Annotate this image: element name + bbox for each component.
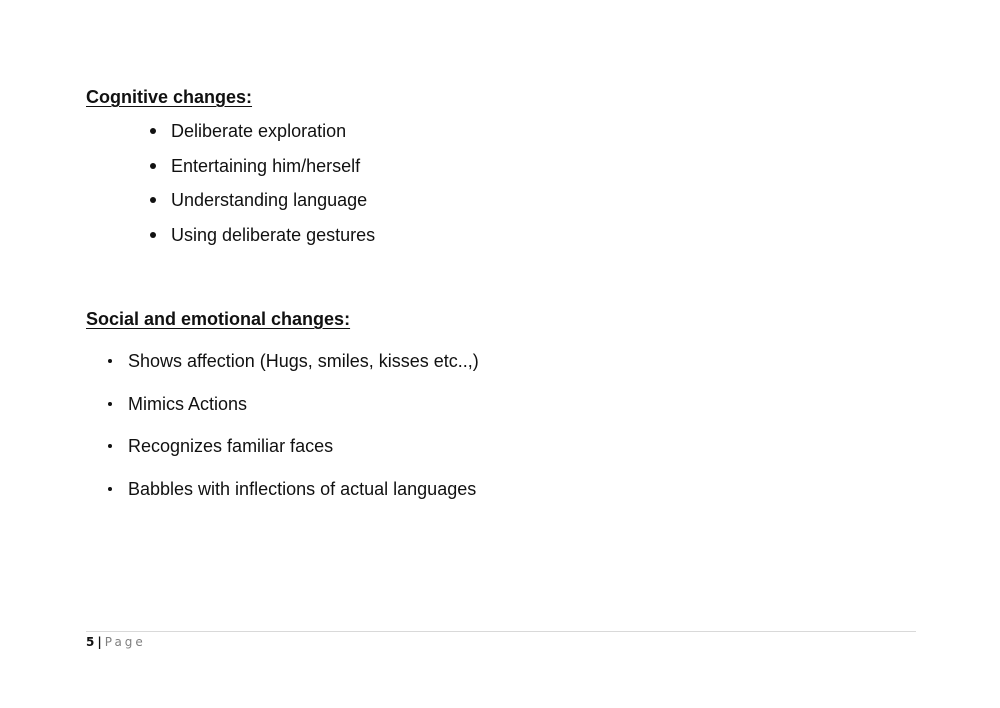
list-item-text: Deliberate exploration bbox=[171, 121, 347, 141]
list-item bbox=[171, 189, 375, 224]
bullet-icon bbox=[150, 197, 156, 203]
bullet-icon bbox=[108, 359, 112, 363]
bullet-icon bbox=[108, 402, 112, 406]
list-item bbox=[171, 224, 375, 259]
page-footer bbox=[86, 634, 146, 650]
list-item bbox=[171, 120, 375, 155]
list-item-text: Shows affection (Hugs, smiles, kisses etc..,) bbox=[128, 351, 479, 371]
bullet-icon bbox=[150, 128, 156, 134]
list-item-text: Mimics Actions bbox=[128, 393, 248, 414]
bullet-icon bbox=[108, 444, 112, 448]
bullet-icon bbox=[150, 163, 156, 169]
bullet-icon bbox=[150, 232, 156, 238]
cognitive-changes-heading: Cognitive changes: bbox=[86, 87, 253, 107]
list-item bbox=[128, 350, 479, 393]
list-item-text: Understanding language bbox=[171, 190, 368, 210]
list-item bbox=[171, 155, 375, 190]
list-item bbox=[128, 478, 479, 521]
footer-separator: | bbox=[97, 635, 102, 649]
list-item bbox=[128, 435, 479, 478]
list-item-text: Recognizes familiar faces bbox=[128, 436, 334, 457]
list-item-text: Using deliberate gestures bbox=[171, 224, 376, 245]
footer-divider bbox=[86, 631, 916, 632]
page-label: Page bbox=[104, 635, 146, 649]
social-emotional-changes-list bbox=[128, 350, 479, 521]
list-item-text: Entertaining him/herself bbox=[171, 155, 361, 176]
page-number: 5 bbox=[86, 635, 95, 649]
list-item bbox=[128, 393, 479, 436]
list-item-text: Babbles with inflections of actual languages bbox=[128, 479, 477, 500]
bullet-icon bbox=[108, 487, 112, 491]
social-emotional-changes-heading: Social and emotional changes: bbox=[86, 309, 351, 329]
cognitive-changes-list bbox=[171, 120, 375, 258]
